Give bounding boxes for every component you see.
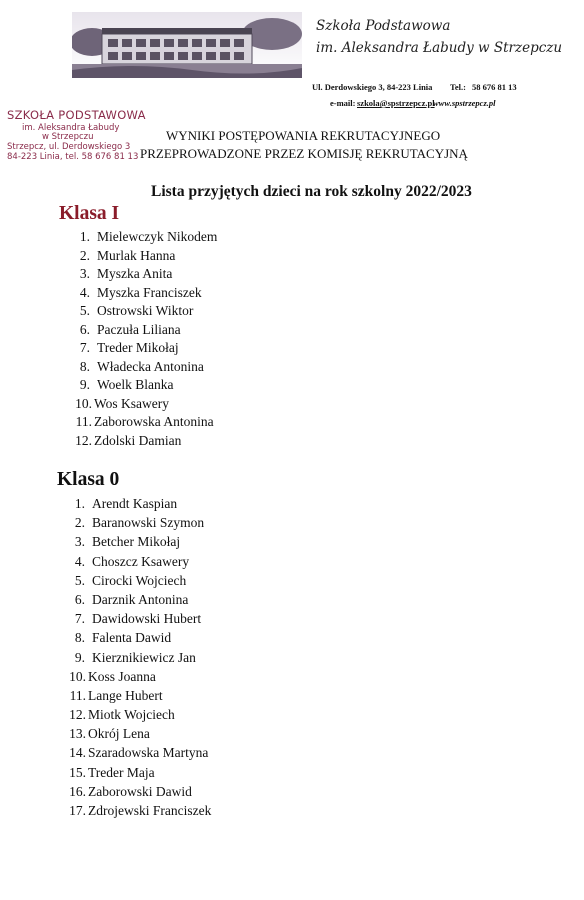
- student-number: 5.: [74, 572, 85, 588]
- student-name: Zdolski Damian: [94, 432, 182, 448]
- student-number: 3.: [74, 534, 85, 550]
- student-name: Murlak Hanna: [97, 247, 176, 263]
- email-link[interactable]: szkola@spstrzepcz.pl: [357, 98, 435, 108]
- stamp-phone: 84-223 Linia, tel. 58 676 81 13: [7, 152, 139, 162]
- student-number: 14.: [69, 745, 86, 761]
- student-name: Koss Joanna: [88, 668, 156, 684]
- student-name: Woelk Blanka: [97, 377, 174, 392]
- student-name: Arendt Kaspian: [92, 496, 178, 511]
- website-link[interactable]: www.spstrzepcz.pl: [433, 98, 496, 108]
- school-name-line2: im. Aleksandra Łabudy w Strzepczu: [316, 40, 563, 56]
- student-number: 4.: [74, 553, 85, 569]
- email-label: e-mail:: [330, 98, 356, 108]
- student-name: Kierznikiewicz Jan: [92, 649, 196, 665]
- student-number: 8.: [74, 630, 85, 646]
- student-number: 11.: [69, 687, 86, 703]
- student-number: 1.: [74, 496, 85, 511]
- student-number: 6.: [79, 321, 90, 337]
- school-building-photo: [72, 12, 302, 78]
- school-address: Ul. Derdowskiego 3, 84-223 Linia: [312, 82, 433, 92]
- stamp-address: Strzepcz, ul. Derdowskiego 3: [7, 142, 131, 152]
- klasa-0-title: Klasa 0: [57, 469, 120, 490]
- results-heading-line1: WYNIKI POSTĘPOWANIA REKRUTACYJNEGO: [166, 128, 441, 143]
- school-name-line1: Szkoła Podstawowa: [316, 18, 451, 34]
- student-name: Myszka Franciszek: [97, 284, 202, 300]
- student-name: Ostrowski Wiktor: [97, 303, 194, 318]
- student-name: Lange Hubert: [88, 687, 163, 703]
- student-number: 15.: [69, 764, 86, 780]
- student-name: Darznik Antonina: [92, 591, 189, 607]
- student-number: 1.: [79, 229, 90, 244]
- student-name: Betcher Mikołaj: [92, 534, 181, 550]
- student-number: 10.: [69, 668, 86, 684]
- student-number: 3.: [79, 266, 90, 281]
- student-number: 9.: [79, 377, 90, 392]
- student-number: 5.: [79, 303, 90, 318]
- student-number: 13.: [69, 726, 86, 742]
- student-name: Zaborowska Antonina: [94, 414, 214, 429]
- student-number: 2.: [74, 515, 85, 531]
- student-number: 10.: [75, 395, 92, 411]
- student-name: Cirocki Wojciech: [92, 572, 187, 588]
- student-name: Władecka Antonina: [97, 358, 204, 374]
- list-title: Lista przyjętych dzieci na rok szkolny 2022/2023: [151, 183, 472, 200]
- student-number: 9.: [74, 649, 85, 665]
- stamp-school-name: SZKOŁA PODSTAWOWA: [7, 108, 146, 122]
- student-name: Falenta Dawid: [92, 630, 172, 646]
- student-name: Zdrojewski Franciszek: [88, 803, 212, 818]
- student-name: Mielewczyk Nikodem: [97, 229, 218, 244]
- student-number: 7.: [74, 611, 85, 627]
- stamp-patron: im. Aleksandra Łabudy: [22, 123, 120, 133]
- student-number: 2.: [79, 247, 90, 263]
- student-name: Wos Ksawery: [94, 395, 170, 411]
- student-name: Paczuła Liliana: [97, 321, 181, 337]
- klasa-1-title: Klasa I: [59, 203, 120, 224]
- student-number: 4.: [79, 284, 90, 300]
- results-heading-line2: PRZEPROWADZONE PRZEZ KOMISJĘ REKRUTACYJNĄ: [140, 146, 468, 161]
- student-number: 16.: [69, 783, 86, 799]
- phone-label: Tel.:: [450, 82, 466, 92]
- stamp-town: w Strzepczu: [42, 132, 94, 142]
- phone-number: 58 676 81 13: [472, 82, 517, 92]
- student-name: Szaradowska Martyna: [88, 745, 209, 761]
- student-number: 8.: [79, 358, 90, 374]
- student-number: 12.: [75, 432, 92, 448]
- student-name: Miotk Wojciech: [88, 707, 175, 723]
- student-number: 12.: [69, 707, 86, 723]
- student-name: Treder Mikołaj: [97, 340, 179, 355]
- student-number: 6.: [74, 591, 85, 607]
- student-name: Choszcz Ksawery: [92, 553, 190, 569]
- student-name: Treder Maja: [88, 764, 155, 780]
- student-name: Baranowski Szymon: [92, 515, 205, 531]
- student-name: Dawidowski Hubert: [92, 611, 202, 627]
- student-name: Okrój Lena: [88, 726, 150, 742]
- student-number: 7.: [79, 340, 90, 355]
- student-name: Myszka Anita: [97, 266, 173, 281]
- student-number: 11.: [75, 414, 92, 429]
- student-name: Zaborowski Dawid: [88, 783, 192, 799]
- student-number: 17.: [69, 803, 86, 818]
